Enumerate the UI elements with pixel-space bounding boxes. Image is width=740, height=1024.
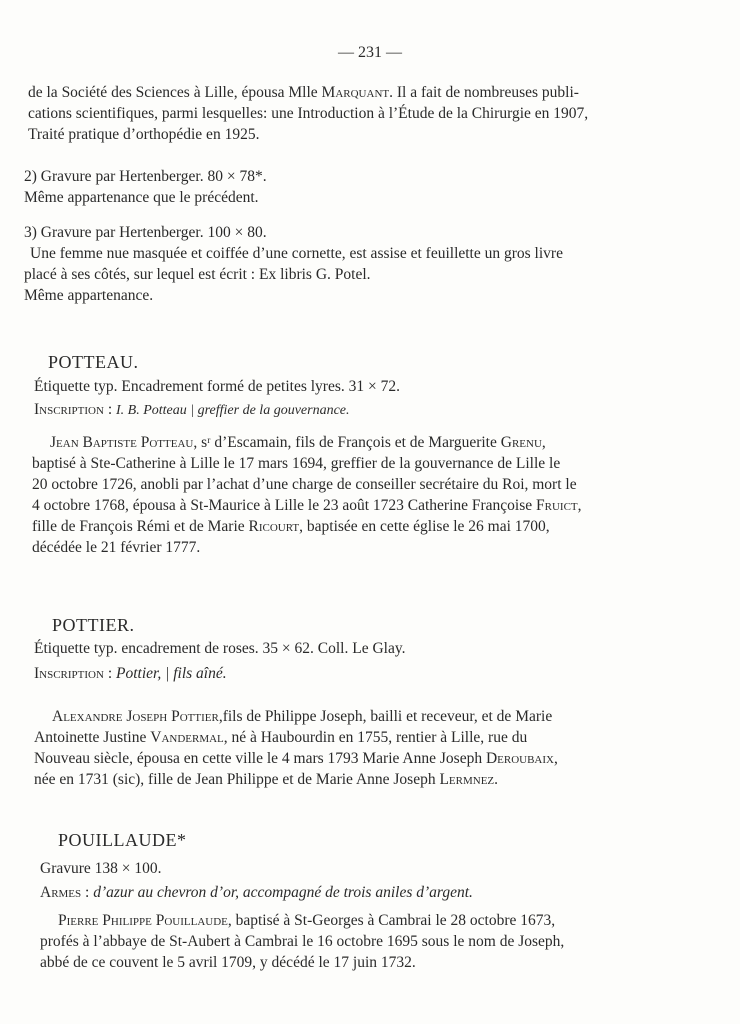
bio-text: Nouveau siècle, épousa en cette ville le 4 mars 1793 Marie Anne Joseph: [34, 750, 486, 767]
page-number: — 231 —: [338, 44, 402, 61]
surname: Marquant: [321, 84, 390, 101]
inscription-sep: :: [103, 401, 117, 418]
pouillaude-biography: [40, 910, 564, 973]
intro-text: . Il a fait de nombreuses publi-: [389, 84, 579, 101]
bio-text: 4 octobre 1768, épousa à St-Maurice à Lille le 23 août 1723 Catherine Françoise: [32, 497, 537, 514]
item-2-line-2: Même appartenance que le précédent.: [24, 189, 259, 206]
inscription-sep: :: [103, 665, 117, 682]
surname: Lermnez: [439, 771, 495, 788]
bio-line: [34, 769, 558, 790]
bio-line: décédée le 21 février 1777.: [32, 539, 201, 556]
armes-label: Armes: [40, 884, 82, 901]
armes-text: d’azur au chevron d’or, accompagné de trois aniles d’argent.: [93, 884, 473, 901]
surname: Grenu: [500, 434, 542, 451]
item-3-line-4: Même appartenance.: [24, 287, 154, 304]
bio-text: ,: [577, 497, 582, 514]
bio-line: [32, 495, 582, 516]
inscription-text: I. B. Potteau | greffier de la gouvernance.: [116, 403, 350, 418]
bio-text: .: [494, 771, 499, 788]
bio-line: [32, 432, 582, 453]
bio-text: ,fils de Philippe Joseph, bailli et receveur, et de Marie: [218, 708, 553, 725]
potteau-etiquette: Étiquette typ. Encadrement formé de petites lyres. 31 × 72.: [34, 378, 400, 395]
item-2: [24, 166, 267, 208]
bio-text: ,: [541, 434, 546, 451]
entry-title-pouillaude: POUILLAUDE*: [58, 830, 187, 850]
entry-title-potteau: POTTEAU.: [48, 352, 139, 372]
bio-line: profés à l’abbaye de St-Aubert à Cambrai le 16 octobre 1695 sous le nom de Joseph,: [40, 933, 565, 950]
bio-text: née en 1731 (sic), fille de Jean Philippe et de Marie Anne Joseph: [34, 771, 440, 788]
bio-text: ,: [553, 750, 558, 767]
potteau-inscription: [34, 399, 400, 421]
bio-line: [34, 748, 558, 769]
inscription-text: Pottier, | fils aîné.: [116, 665, 227, 682]
bio-text: fille de François Rémi et de Marie: [32, 518, 249, 535]
bio-line: baptisé à Ste-Catherine à Lille le 17 mars 1694, greffier de la gouvernance de Lille le: [32, 455, 561, 472]
entry-title-pottier: POTTIER.: [52, 615, 135, 635]
pouillaude-gravure: Gravure 138 × 100.: [40, 860, 162, 877]
inscription-label: Inscription: [34, 665, 104, 682]
bio-line: abbé de ce couvent le 5 avril 1709, y décédé le 17 juin 1732.: [40, 954, 416, 971]
pottier-biography: [34, 706, 558, 790]
pottier-details: [34, 638, 405, 684]
person-name: Jean Baptiste Potteau: [50, 434, 194, 451]
bio-text: , sʳ d’Escamain, fils de François et de Marguerite: [193, 434, 501, 451]
pottier-etiquette: Étiquette typ. encadrement de roses. 35 × 62. Coll. Le Glay.: [34, 640, 406, 657]
item-3-line-2: Une femme nue masquée et coiffée d’une cornette, est assise et feuillette un gros livre: [30, 245, 563, 262]
bio-text: , baptisée en cette église le 26 mai 1700,: [299, 518, 550, 535]
surname: Fruict: [536, 497, 578, 514]
item-3-line-3: placé à ses côtés, sur lequel est écrit : Ex libris G. Potel.: [24, 266, 371, 283]
intro-paragraph: [28, 82, 588, 145]
bio-line: [34, 706, 558, 727]
person-name: Alexandre Joseph Pottier: [52, 708, 219, 725]
intro-text: de la Société des Sciences à Lille, épousa Mlle: [28, 84, 322, 101]
pouillaude-details: [40, 858, 473, 903]
bio-text: , né à Haubourdin en 1755, rentier à Lille, rue du: [223, 729, 528, 746]
intro-line-3: Traité pratique d’orthopédie en 1925.: [28, 126, 260, 143]
inscription-label: Inscription: [34, 401, 104, 418]
bio-text: Antoinette Justine: [34, 729, 151, 746]
bio-line: [32, 516, 582, 537]
intro-line-1: [28, 82, 588, 103]
bio-line: [40, 910, 564, 931]
pouillaude-armes: [40, 882, 473, 903]
bio-text: , baptisé à St-Georges à Cambrai le 28 octobre 1673,: [227, 912, 556, 929]
item-3: [24, 222, 563, 306]
person-name: Pierre Philippe Pouillaude: [58, 912, 228, 929]
item-2-line-1: 2) Gravure par Hertenberger. 80 × 78*.: [24, 168, 267, 185]
armes-sep: :: [81, 884, 94, 901]
bio-line: [34, 727, 558, 748]
intro-line-2: cations scientifiques, parmi lesquelles: une Introduction à l’Étude de la Chirurgie en 1907,: [28, 105, 589, 122]
surname: Vandermal: [150, 729, 224, 746]
potteau-details: [34, 376, 400, 421]
surname: Ricourt: [248, 518, 300, 535]
item-3-line-1: 3) Gravure par Hertenberger. 100 × 80.: [24, 224, 267, 241]
potteau-biography: [32, 432, 582, 558]
bio-line: 20 octobre 1726, anobli par l’achat d’une charge de conseiller secrétaire du Roi, mort le: [32, 476, 577, 493]
surname: Deroubaix: [485, 750, 554, 767]
pottier-inscription: [34, 663, 405, 684]
